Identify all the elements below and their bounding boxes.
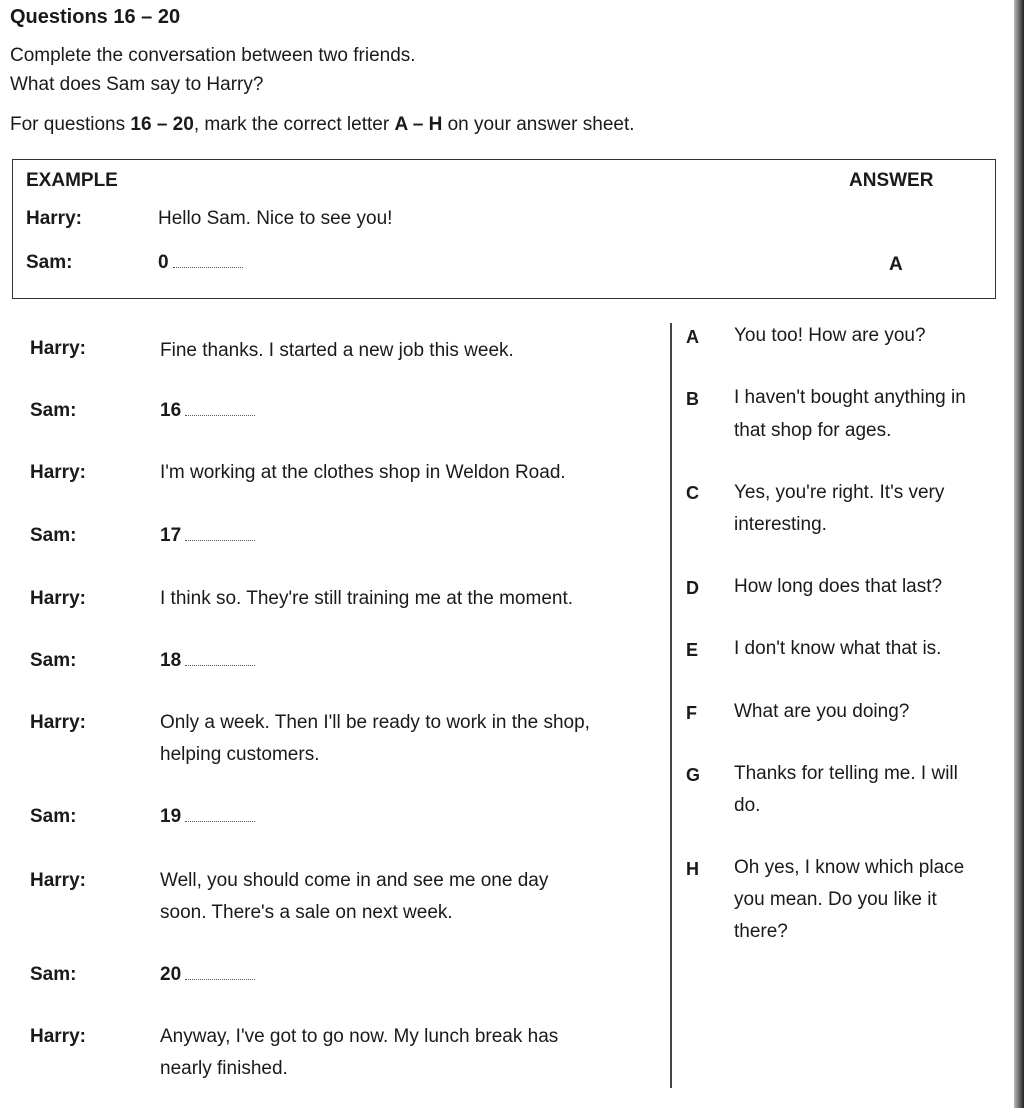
- question-number: 17: [160, 525, 182, 546]
- option-text: there?: [734, 921, 788, 942]
- conversation-line: helping customers.: [160, 744, 320, 765]
- example-sam-speaker: Sam:: [26, 252, 73, 273]
- conversation-speaker: Sam:: [30, 806, 77, 827]
- conversation-speaker: Harry:: [30, 1026, 86, 1047]
- conversation-line: Anyway, I've got to go now. My lunch break has: [160, 1026, 559, 1047]
- conversation-speaker: Harry:: [30, 712, 86, 733]
- option-letter: D: [686, 578, 699, 598]
- option-letter: E: [686, 640, 699, 660]
- option-text: I haven't bought anything in: [734, 387, 966, 408]
- answer-blank: [185, 664, 255, 666]
- answer-blank: [185, 539, 255, 541]
- option-text: Yes, you're right. It's very: [734, 482, 945, 503]
- example-number: 0: [158, 252, 169, 273]
- answer-blank: [173, 266, 243, 268]
- conversation-line: I think so. They're still training me at the moment.: [160, 588, 574, 609]
- option-letter: G: [686, 765, 701, 785]
- option-letter: B: [686, 389, 699, 409]
- answer-blank: [185, 978, 255, 980]
- question-number: 19: [160, 806, 182, 827]
- example-harry-speaker: Harry:: [26, 208, 82, 229]
- instruction-line-3: [10, 114, 635, 136]
- conversation-speaker: Harry:: [30, 338, 86, 359]
- question-number: 18: [160, 650, 182, 671]
- instruction-line-2: What does Sam say to Harry?: [10, 74, 264, 95]
- conversation-line: Well, you should come in and see me one day: [160, 870, 549, 891]
- question-range: 16 – 20: [130, 114, 194, 135]
- conversation-speaker: Harry:: [30, 870, 86, 891]
- question-blank: [160, 806, 255, 828]
- question-number: 20: [160, 964, 182, 985]
- example-sam-blank: [158, 252, 243, 274]
- conversation-speaker: Sam:: [30, 650, 77, 671]
- option-letter: A: [686, 327, 699, 347]
- question-blank: [160, 964, 255, 986]
- question-blank: [160, 400, 255, 422]
- option-text: What are you doing?: [734, 701, 910, 722]
- instruction-text: on your answer sheet.: [442, 114, 635, 135]
- conversation-line: nearly finished.: [160, 1058, 288, 1079]
- conversation-line: I'm working at the clothes shop in Weldon Road.: [160, 462, 566, 483]
- instruction-text: , mark the correct letter: [193, 114, 395, 135]
- section-title: Questions 16 – 20: [10, 6, 181, 28]
- letter-range: A – H: [394, 114, 443, 135]
- instruction-line-1: Complete the conversation between two friends.: [10, 45, 416, 66]
- option-text: that shop for ages.: [734, 420, 892, 441]
- column-divider: [670, 323, 672, 1088]
- option-text: I don't know what that is.: [734, 638, 942, 659]
- conversation-line: Fine thanks. I started a new job this week.: [160, 340, 514, 361]
- conversation-speaker: Harry:: [30, 462, 86, 483]
- option-text: Oh yes, I know which place: [734, 857, 965, 878]
- option-letter: F: [686, 703, 697, 723]
- option-text: interesting.: [734, 514, 827, 535]
- conversation-speaker: Harry:: [30, 588, 86, 609]
- conversation-speaker: Sam:: [30, 525, 77, 546]
- conversation-speaker: Sam:: [30, 964, 77, 985]
- example-harry-line: Hello Sam. Nice to see you!: [158, 208, 393, 229]
- page-edge-shadow: [1014, 0, 1024, 1108]
- option-letter: H: [686, 859, 699, 879]
- option-text: You too! How are you?: [734, 325, 926, 346]
- example-answer: A: [889, 254, 903, 275]
- conversation-speaker: Sam:: [30, 400, 77, 421]
- answer-blank: [185, 820, 255, 822]
- conversation-line: soon. There's a sale on next week.: [160, 902, 453, 923]
- example-label: EXAMPLE: [26, 170, 118, 191]
- option-text: How long does that last?: [734, 576, 943, 597]
- question-blank: [160, 525, 255, 547]
- option-letter: C: [686, 483, 699, 503]
- question-number: 16: [160, 400, 182, 421]
- answer-label: ANSWER: [849, 170, 934, 191]
- option-text: you mean. Do you like it: [734, 889, 937, 910]
- option-text: Thanks for telling me. I will: [734, 763, 958, 784]
- question-blank: [160, 650, 255, 672]
- instruction-text: For questions: [10, 114, 131, 135]
- option-text: do.: [734, 795, 761, 816]
- conversation-line: Only a week. Then I'll be ready to work in the shop,: [160, 712, 590, 733]
- answer-blank: [185, 414, 255, 416]
